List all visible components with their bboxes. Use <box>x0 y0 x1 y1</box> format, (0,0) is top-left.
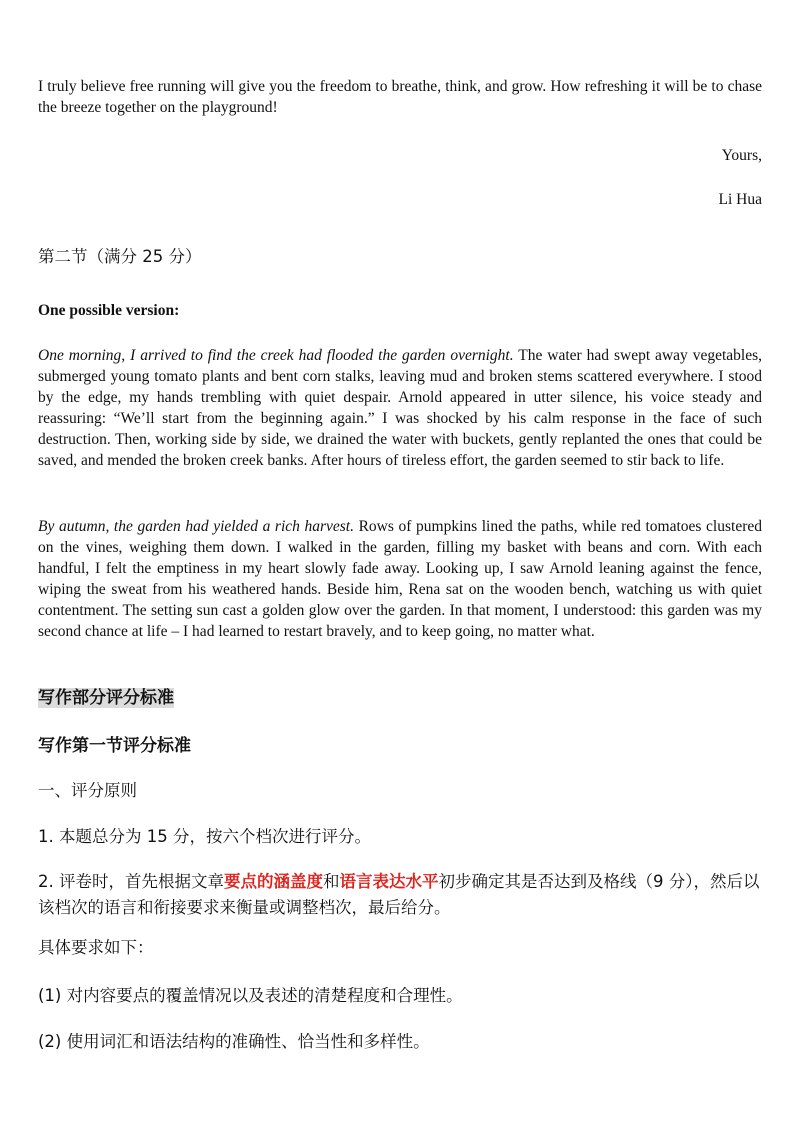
paragraph-1-body: The water had swept away vegetables, submerged young tomato plants and bent corn stalks, leaving mud and broken stems scattered everywhere. I stood by the edge, my hands trembling with quiet despair. Arnold appeared in utter silence, his voice steady and reassuring: “We’ll start from the beginning again.” I was shocked by his calm response in the face of such destruction. Then, working side by side, we drained the water with buckets, gently replanted the ones that could be saved, and mended the broken creek banks. After hours of tireless effort, the garden seemed to stir back to life. <box>38 347 762 469</box>
letter-signature: Li Hua <box>718 191 762 208</box>
essay-paragraph-2 <box>38 516 762 642</box>
paragraph-2-body: Rows of pumpkins lined the paths, while red tomatoes clustered on the vines, weighing them down. I walked in the garden, filling my basket with beans and corn. With each handful, I felt the emptiness in my heart slowly fade away. Looking up, I saw Arnold leaning against the fence, wiping the sweat from his weathered hands. Beside him, Rena sat on the wooden bench, watching us with quiet contentment. The setting sun cast a golden glow over the garden. In that moment, I understood: this garden was my second chance at life – I had learned to restart bravely, and to keep going, no matter what. <box>38 518 762 640</box>
requirements-intro: 具体要求如下： <box>38 938 154 957</box>
principle-item-1: 1. 本题总分为 15 分，按六个档次进行评分。 <box>38 827 371 846</box>
principle-heading: 一、评分原则 <box>38 781 137 800</box>
item2-text-and: 和 <box>323 872 340 891</box>
item2-emphasis-coverage: 要点的涵盖度 <box>224 872 323 891</box>
version-label: One possible version: <box>38 302 180 319</box>
grading-subtitle: 写作第一节评分标准 <box>38 736 191 756</box>
requirement-2: (2) 使用词汇和语法结构的准确性、恰当性和多样性。 <box>38 1032 430 1051</box>
section2-heading: 第二节（满分 25 分） <box>38 247 202 266</box>
essay-paragraph-1 <box>38 345 762 471</box>
letter-closing-paragraph: I truly believe free running will give you the freedom to breathe, think, and grow. How refreshing it will be to chase the breeze together on the playground! <box>38 78 762 116</box>
paragraph-1-lead-sentence: One morning, I arrived to find the creek had flooded the garden overnight. <box>38 347 514 364</box>
grading-title-highlight: 写作部分评分标准 <box>38 688 174 708</box>
principle-item-2 <box>38 869 762 921</box>
requirement-1: (1) 对内容要点的覆盖情况以及表述的清楚程度和合理性。 <box>38 986 463 1005</box>
item2-text-start: 2. 评卷时，首先根据文章 <box>38 872 224 891</box>
item2-emphasis-language: 语言表达水平 <box>339 872 439 891</box>
item2-text-end: 初步确定其是否达到及格线（9 分），然后以该档次的语言和衔接要求来衡量或调整档次，最后给分。 <box>38 872 760 917</box>
grading-title <box>38 685 762 711</box>
paragraph-2-lead-sentence: By autumn, the garden had yielded a rich harvest. <box>38 518 354 535</box>
letter-sign-off: Yours, <box>721 147 762 164</box>
